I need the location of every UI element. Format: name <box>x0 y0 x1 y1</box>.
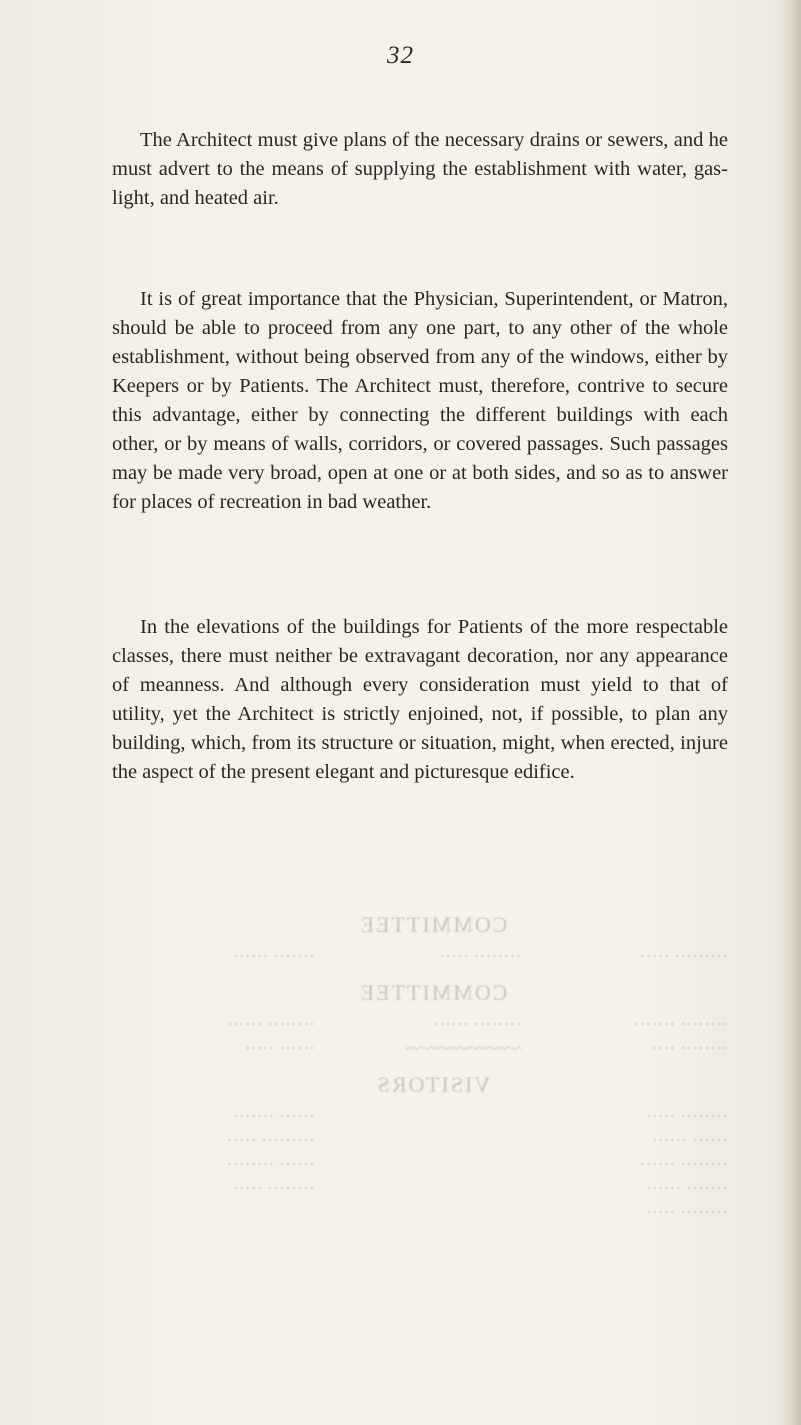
reverse-side-show-through: COMMITTEE ········· ····· ········ ····· ······· ······ COMMITTEE ········ ······· ········ ···· ········ ······ ~~~~~~~~~~~~ ········ ······ ······ ····· VISITORS ········ ····· ······ ······ ········ ······ ······· ······ ········ ····· ······ ······· ········· ····· ······ ········ ········ ····· <box>226 912 728 1222</box>
paragraph-elevations: In the elevations of the buildings for Patients of the more respectable classes, there must neither be extravagant decoration, nor any appearance of meanness. And although every consideration must yield to that of utility, yet the Architect is strictly enjoined, not, if possible, to plan any building, which, from its structure or situation, might, when erected, injure the aspect of the present elegant and picturesque edifice. <box>112 616 728 783</box>
page-edge-shadow <box>779 0 801 1425</box>
page-number: 32 <box>387 42 414 69</box>
paragraph-passages: It is of great importance that the Physician, Superintendent, or Matron, should be able to proceed from any one part, to any other of the whole establishment, without being observed from any of the windows, either by Keepers or by Patients. The Architect must, therefore, contrive to secure this advantage, either by connecting the different buildings with each other, or by means of walls, corridors, or covered passages. Such passages may be made very broad, open at one or at both sides, and so as to answer for places of recreation in bad weather. <box>112 288 728 513</box>
paragraph-drains: The Architect must give plans of the necessary drains or sewers, and he must advert to the means of supplying the establishment with water, gas-light, and heated air. <box>112 129 728 209</box>
